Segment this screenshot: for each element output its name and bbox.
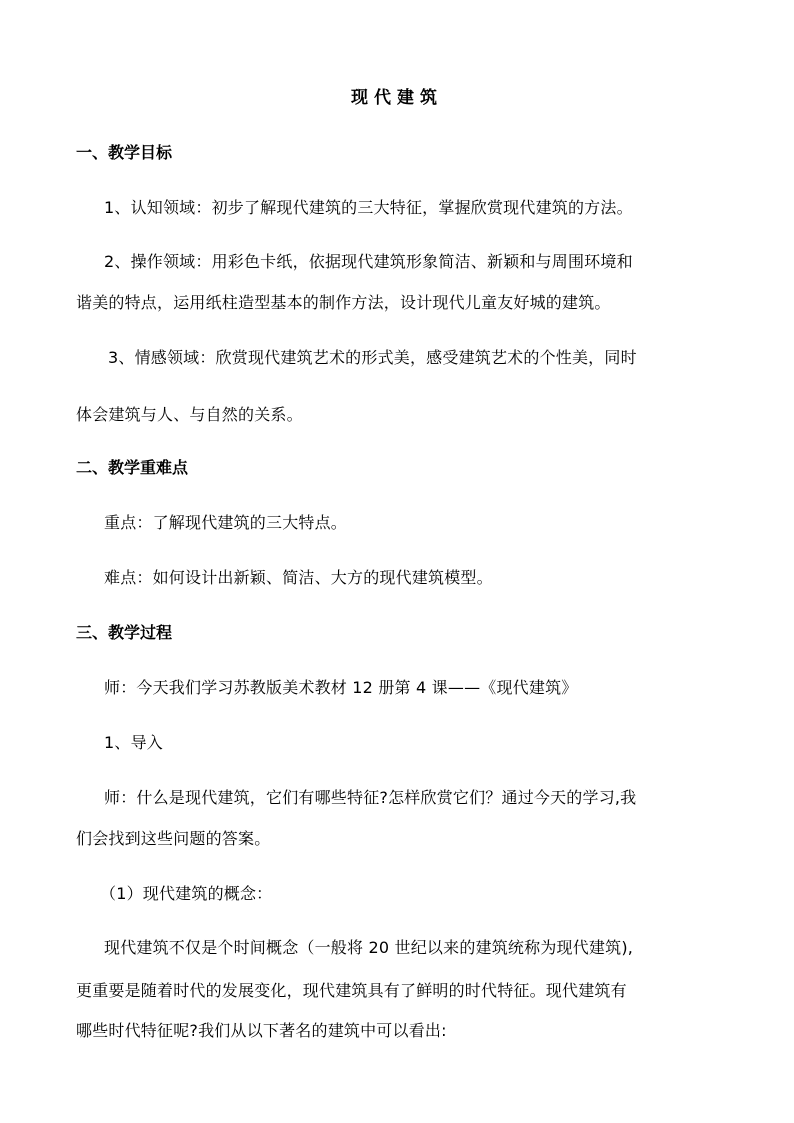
section-heading-key-points: 二、教学重难点 [76,458,189,477]
key-point: 重点：了解现代建筑的三大特点。 [104,513,348,532]
step-introduction: 1、导入 [104,733,163,752]
concept-line1: 现代建筑不仅是个时间概念（一般将 20 世纪以来的建筑统称为现代建筑), [104,938,634,957]
section-heading-process: 三、教学过程 [76,623,173,642]
objective-cognitive: 1、认知领域：初步了解现代建筑的三大特征，掌握欣赏现代建筑的方法。 [104,198,633,217]
section-heading-objectives: 一、教学目标 [76,143,173,162]
concept-line3: 哪些时代特征呢?我们从以下著名的建筑中可以看出: [76,1021,447,1040]
teacher-intro: 师：今天我们学习苏教版美术教材 12 册第 4 课——《现代建筑》 [104,678,578,697]
concept-heading: （1）现代建筑的概念： [100,884,273,903]
teacher-question-line1: 师：什么是现代建筑，它们有哪些特征?怎样欣赏它们？通过今天的学习,我 [104,788,637,807]
concept-line2: 更重要是随着时代的发展变化，现代建筑具有了鲜明的时代特征。现代建筑有 [76,981,627,1000]
objective-emotion-line1: 3、情感领域：欣赏现代建筑艺术的形式美，感受建筑艺术的个性美，同时 [108,348,637,367]
objective-operation-line1: 2、操作领域：用彩色卡纸，依据现代建筑形象简洁、新颖和与周围环境和 [104,252,633,271]
objective-operation-line2: 谐美的特点，运用纸柱造型基本的制作方法，设计现代儿童友好城的建筑。 [76,293,611,312]
objective-emotion-line2: 体会建筑与人、与自然的关系。 [76,405,303,424]
teacher-question-line2: 们会找到这些问题的答案。 [76,829,271,848]
difficult-point: 难点：如何设计出新颖、简洁、大方的现代建筑模型。 [104,568,493,587]
page-title: 现代建筑 [351,88,443,108]
